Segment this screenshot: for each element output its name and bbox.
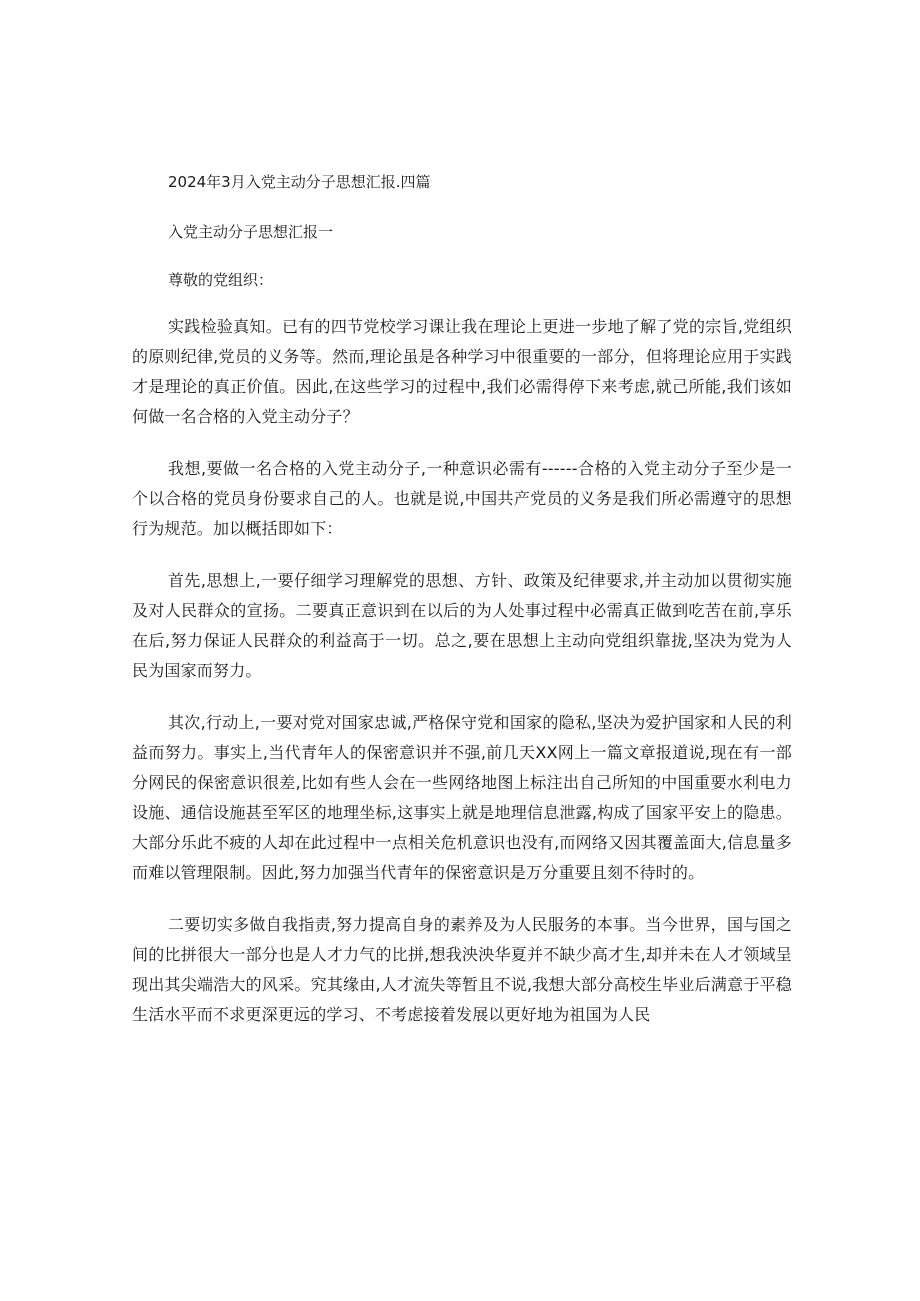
document-title: 2024年3月入党主动分子思想汇报.四篇	[168, 173, 431, 191]
paragraph-5: 二要切实多做自我指责,努力提高自身的素养及为人民服务的本事。当今世界，国与国之间的比拼很大一部分也是人才力气的比拼,想我泱泱华夏并不缺少高才生,却并未在人才领域呈现出其尖端浩大的风采。究其缘由,人才流失等暂且不说,我想大部分高校生毕业后满意于平稳生活水平而不求更深更远的学习、不考虑接着发展以更好地为祖国为人民	[132, 915, 792, 1024]
section-heading: 入党主动分子思想汇报一	[168, 223, 334, 241]
paragraph-3: 首先,思想上,一要仔细学习理解党的思想、方针、政策及纪律要求,并主动加以贯彻实施及对人民群众的宣扬。二要真正意识到在以后的为人处事过程中必需真正做到吃苦在前,享乐在后,努力保证人民群众的利益高于一切。总之,要在思想上主动向党组织靠拢,坚决为党为人民为国家而努力。	[132, 571, 792, 680]
paragraph-2: 我想,要做一名合格的入党主动分子,一种意识必需有------合格的入党主动分子至少是一个以合格的党员身份要求自己的人。也就是说,中国共产党员的义务是我们所必需遵守的思想行为规范。加以概括即如下：	[132, 459, 792, 538]
paragraph-1: 实践检验真知。已有的四节党校学习课让我在理论上更进一步地了解了党的宗旨,党组织的原则纪律,党员的义务等。然而,理论虽是各种学习中很重要的一部分，但将理论应用于实践才是理论的真正价值。因此,在这些学习的过程中,我们必需得停下来考虑,就己所能,我们该如何做一名合格的入党主动分子？	[132, 317, 792, 426]
document-body	[132, 168, 792, 1030]
salutation: 尊敬的党组织：	[168, 271, 274, 289]
paragraph-4: 其次,行动上,一要对党对国家忠诚,严格保守党和国家的隐私,坚决为爱护国家和人民的利益而努力。事实上,当代青年人的保密意识并不强,前几天XX网上一篇文章报道说,现在有一部分网民的保密意识很差,比如有些人会在一些网络地图上标注出自己所知的中国重要水利电力设施、通信设施甚至军区的地理坐标,这事实上就是地理信息泄露,构成了国家平安上的隐患。大部分乐此不疲的人却在此过程中一点相关危机意识也没有,而网络又因其覆盖面大,信息量多而难以管理限制。因此,努力加强当代青年的保密意识是万分重要且刻不待时的。	[132, 713, 792, 882]
